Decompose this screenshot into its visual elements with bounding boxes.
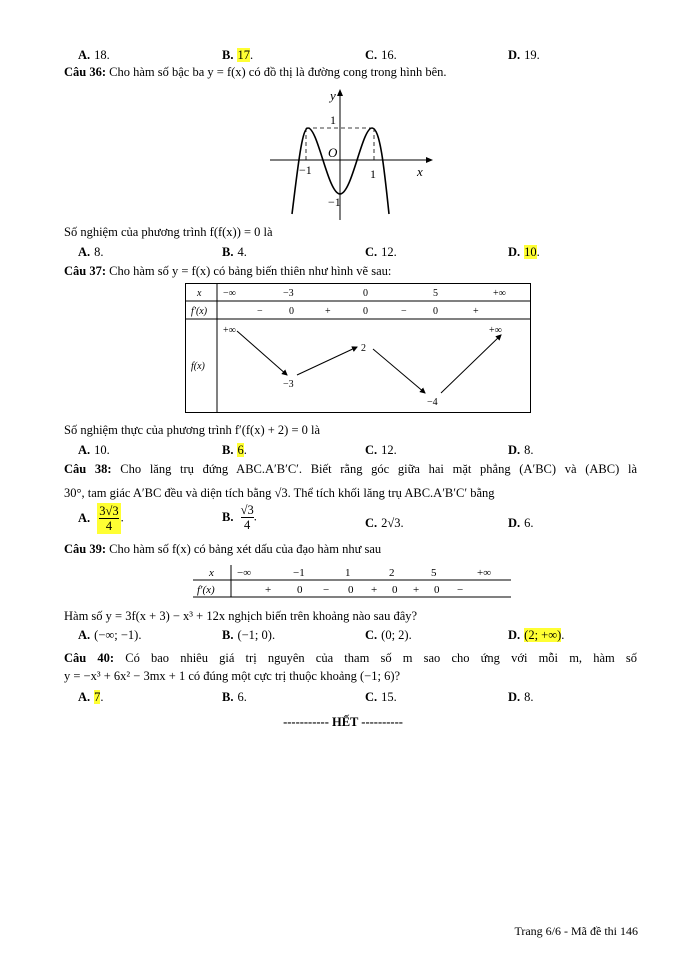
- svg-text:f(x): f(x): [191, 361, 205, 372]
- q36-option-c: C. 12.: [365, 245, 397, 259]
- q40-stem-line2: y = −x³ + 6x² − 3mx + 1 có đúng một cực trị thuộc khoảng (−1; 6)?: [64, 669, 401, 683]
- q38-option-c: C. 2√3.: [365, 516, 404, 530]
- svg-text:+: +: [413, 584, 420, 596]
- svg-text:0: 0: [363, 288, 368, 299]
- svg-text:0: 0: [434, 584, 440, 596]
- q37-ask: Số nghiệm thực của phương trình f′(f(x) + 2) = 0 là: [64, 423, 321, 437]
- q35-option-a: A. 18.: [78, 48, 110, 62]
- y-label: y: [330, 88, 336, 103]
- svg-text:−1: −1: [293, 567, 305, 579]
- svg-text:0: 0: [348, 584, 354, 596]
- svg-text:0: 0: [297, 584, 303, 596]
- svg-text:5: 5: [431, 567, 437, 579]
- svg-text:2: 2: [389, 567, 395, 579]
- q37-option-b: B. 6.: [222, 443, 247, 457]
- xtick-neg1: −1: [299, 163, 312, 177]
- svg-text:5: 5: [433, 288, 438, 299]
- q36-graph: [262, 86, 442, 222]
- svg-text:−∞: −∞: [223, 288, 236, 299]
- q39-sign-table: [193, 563, 511, 599]
- svg-text:+: +: [473, 306, 479, 317]
- svg-text:0: 0: [289, 306, 294, 317]
- q40-option-c: C. 15.: [365, 690, 397, 704]
- svg-text:+∞: +∞: [477, 567, 492, 579]
- q38-stem-line2: 30°, tam giác A′BC đều và diện tích bằng √3. Thể tích khối lăng trụ ABC.A′B′C′ bằng: [64, 486, 495, 500]
- page-footer: Trang 6/6 - Mã đề thi 146: [514, 924, 638, 938]
- q38-stem-line1: Câu 38: Cho lăng trụ đứng ABC.A′B′C′. Biết rằng góc giữa hai mặt phẳng (A′BC) và (ABC) là: [64, 462, 637, 476]
- svg-text:−3: −3: [283, 288, 294, 299]
- svg-text:f′(x): f′(x): [197, 584, 215, 596]
- svg-text:0: 0: [433, 306, 438, 317]
- svg-text:+∞: +∞: [223, 325, 236, 336]
- q36-stem: Câu 36: Cho hàm số bậc ba y = f(x) có đồ thị là đường cong trong hình bên.: [64, 65, 447, 79]
- x-label: x: [417, 164, 423, 179]
- svg-text:+: +: [325, 306, 331, 317]
- q38-option-b: B. $\frac{√3}{4}$ .: [222, 503, 257, 532]
- svg-text:f′(x): f′(x): [191, 306, 208, 317]
- svg-text:0: 0: [363, 306, 368, 317]
- svg-text:1: 1: [345, 567, 351, 579]
- q37-variation-table: [185, 283, 531, 413]
- q39-option-a: A. (−∞; −1).: [78, 628, 142, 642]
- q37-option-c: C. 12.: [365, 443, 397, 457]
- q36-ask: Số nghiệm của phương trình f(f(x)) = 0 là: [64, 225, 273, 239]
- svg-text:2: 2: [361, 343, 366, 354]
- ytick-1: 1: [330, 113, 336, 127]
- q35-option-c: C. 16.: [365, 48, 397, 62]
- q39-option-c: C. (0; 2).: [365, 628, 412, 642]
- ytick-neg1: −1: [328, 195, 341, 209]
- svg-text:−: −: [401, 306, 407, 317]
- xtick-1: 1: [370, 167, 376, 181]
- q40-option-b: B. 6.: [222, 690, 247, 704]
- q37-stem: Câu 37: Cho hàm số y = f(x) có bảng biến thiên như hình vẽ sau:: [64, 264, 392, 278]
- svg-text:x: x: [209, 567, 214, 579]
- q36-option-d: D. 10.: [508, 245, 540, 259]
- q35-option-b: B. 17.: [222, 48, 254, 62]
- q37-option-d: D. 8.: [508, 443, 534, 457]
- svg-text:+: +: [265, 584, 272, 596]
- svg-text:−∞: −∞: [237, 567, 252, 579]
- q39-stem: Câu 39: Cho hàm số f(x) có bảng xét dấu của đạo hàm như sau: [64, 542, 382, 556]
- svg-text:−: −: [457, 584, 464, 596]
- q35-option-d: D. 19.: [508, 48, 540, 62]
- end-marker: ----------- HẾT ----------: [283, 715, 403, 729]
- q39-option-d: D. (2; +∞).: [508, 628, 565, 642]
- svg-text:x: x: [197, 288, 202, 299]
- svg-text:+∞: +∞: [489, 325, 502, 336]
- svg-text:+: +: [371, 584, 378, 596]
- q40-option-a: A. 7.: [78, 690, 104, 704]
- q36-option-a: A. 8.: [78, 245, 104, 259]
- q38-option-d: D. 6.: [508, 516, 534, 530]
- svg-text:−: −: [257, 306, 263, 317]
- svg-text:−4: −4: [427, 397, 438, 408]
- origin-label: O: [328, 145, 338, 160]
- q40-option-d: D. 8.: [508, 690, 534, 704]
- q39-ask: Hàm số y = 3f(x + 3) − x³ + 12x nghịch biến trên khoảng nào sau đây?: [64, 609, 418, 623]
- q38-option-a: A. $\frac{3√3}{4}$ .: [78, 504, 124, 533]
- q36-option-b: B. 4.: [222, 245, 247, 259]
- svg-text:−: −: [323, 584, 330, 596]
- q37-option-a: A. 10.: [78, 443, 110, 457]
- svg-text:0: 0: [392, 584, 398, 596]
- svg-text:−3: −3: [283, 379, 294, 390]
- q40-stem-line1: Câu 40: Có bao nhiêu giá trị nguyên của tham số m sao cho ứng với mỗi m, hàm số: [64, 651, 637, 665]
- q39-option-b: B. (−1; 0).: [222, 628, 276, 642]
- svg-text:+∞: +∞: [493, 288, 506, 299]
